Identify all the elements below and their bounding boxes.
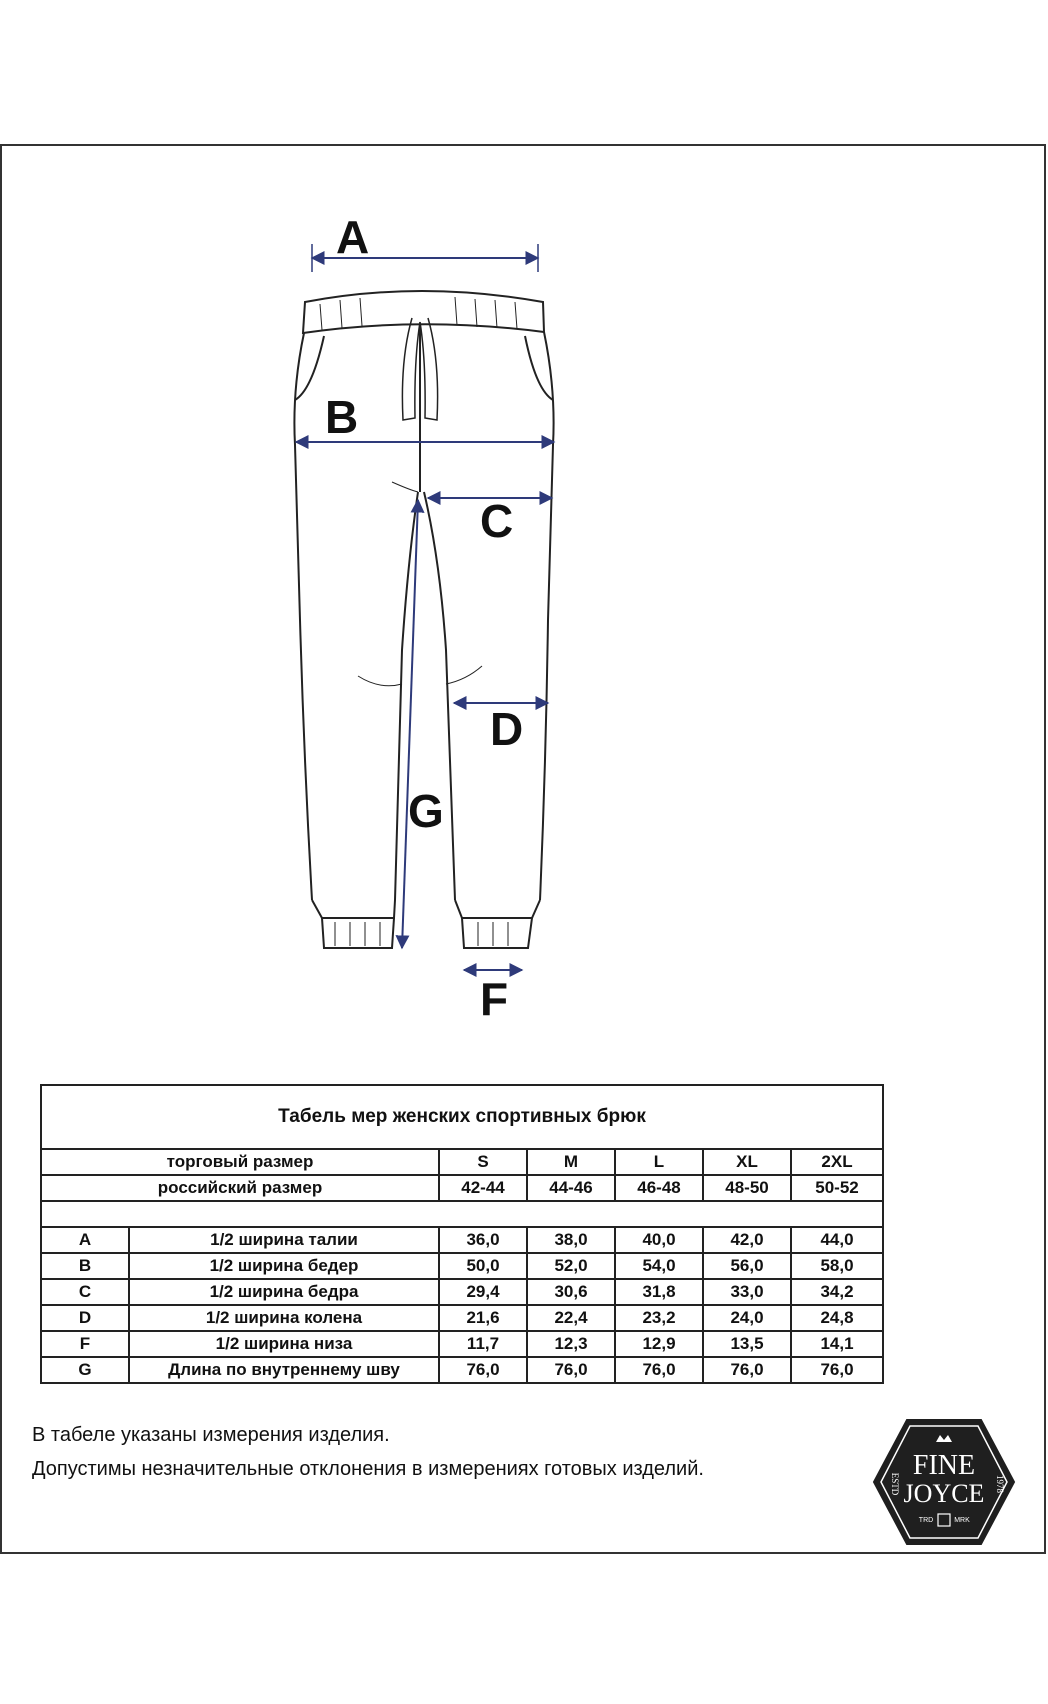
value-cell: 24,0 bbox=[703, 1305, 791, 1331]
value-cell: 11,7 bbox=[439, 1331, 527, 1357]
row-name: 1/2 ширина низа bbox=[129, 1331, 439, 1357]
pants-outline bbox=[294, 291, 553, 948]
row-code: C bbox=[41, 1279, 129, 1305]
size-cell: S bbox=[439, 1149, 527, 1175]
fine-joyce-logo bbox=[870, 1416, 1018, 1548]
size-cell: XL bbox=[703, 1149, 791, 1175]
label-b: B bbox=[325, 391, 359, 443]
table-row bbox=[41, 1227, 883, 1253]
dimension-lines bbox=[296, 244, 554, 970]
note-line-1: В табеле указаны измерения изделия. bbox=[32, 1424, 390, 1446]
russian-size-label: российский размер bbox=[41, 1175, 439, 1201]
table-row bbox=[41, 1253, 883, 1279]
dim-g-line bbox=[402, 500, 418, 948]
value-cell: 54,0 bbox=[615, 1253, 703, 1279]
logo-bottom-right: MRK bbox=[954, 1517, 970, 1524]
label-c: C bbox=[480, 495, 514, 547]
value-cell: 21,6 bbox=[439, 1305, 527, 1331]
table-row bbox=[41, 1305, 883, 1331]
table-row bbox=[41, 1279, 883, 1305]
value-cell: 76,0 bbox=[439, 1357, 527, 1383]
size-cell: L bbox=[615, 1149, 703, 1175]
row-name: 1/2 ширина бедер bbox=[129, 1253, 439, 1279]
label-g: G bbox=[408, 785, 444, 837]
value-cell: 58,0 bbox=[791, 1253, 883, 1279]
value-cell: 76,0 bbox=[703, 1357, 791, 1383]
value-cell: 33,0 bbox=[703, 1279, 791, 1305]
row-code: F bbox=[41, 1331, 129, 1357]
row-name: 1/2 ширина бедра bbox=[129, 1279, 439, 1305]
value-cell: 30,6 bbox=[527, 1279, 615, 1305]
logo-bottom-left: TRD bbox=[918, 1517, 934, 1524]
value-cell: 24,8 bbox=[791, 1305, 883, 1331]
size-cell: M bbox=[527, 1149, 615, 1175]
row-code: D bbox=[41, 1305, 129, 1331]
value-cell: 56,0 bbox=[703, 1253, 791, 1279]
value-cell: 12,3 bbox=[527, 1331, 615, 1357]
value-cell: 38,0 bbox=[527, 1227, 615, 1253]
spacer-row bbox=[41, 1201, 883, 1227]
value-cell: 76,0 bbox=[615, 1357, 703, 1383]
label-f: F bbox=[480, 973, 509, 1025]
value-cell: 29,4 bbox=[439, 1279, 527, 1305]
size-cell: 50-52 bbox=[791, 1175, 883, 1201]
size-cell: 46-48 bbox=[615, 1175, 703, 1201]
size-cell: 44-46 bbox=[527, 1175, 615, 1201]
label-a: A bbox=[336, 211, 370, 263]
value-cell: 13,5 bbox=[703, 1331, 791, 1357]
row-code: G bbox=[41, 1357, 129, 1383]
value-cell: 14,1 bbox=[791, 1331, 883, 1357]
trade-size-row bbox=[41, 1149, 883, 1175]
value-cell: 52,0 bbox=[527, 1253, 615, 1279]
value-cell: 40,0 bbox=[615, 1227, 703, 1253]
note-line-2: Допустимы незначительные отклонения в измерениях готовых изделий. bbox=[32, 1458, 704, 1480]
value-cell: 36,0 bbox=[439, 1227, 527, 1253]
value-cell: 44,0 bbox=[791, 1227, 883, 1253]
spacer-cell bbox=[41, 1201, 883, 1227]
table-row bbox=[41, 1357, 883, 1383]
row-code: A bbox=[41, 1227, 129, 1253]
trade-size-label: торговый размер bbox=[41, 1149, 439, 1175]
value-cell: 42,0 bbox=[703, 1227, 791, 1253]
size-cell: 48-50 bbox=[703, 1175, 791, 1201]
value-cell: 31,8 bbox=[615, 1279, 703, 1305]
value-cell: 76,0 bbox=[791, 1357, 883, 1383]
notes bbox=[32, 1418, 704, 1486]
size-cell: 42-44 bbox=[439, 1175, 527, 1201]
table-title-row bbox=[41, 1085, 883, 1149]
logo-line-1: FINE bbox=[912, 1450, 976, 1481]
size-table bbox=[40, 1084, 884, 1384]
value-cell: 34,2 bbox=[791, 1279, 883, 1305]
row-name: Длина по внутреннему шву bbox=[129, 1357, 439, 1383]
row-code: B bbox=[41, 1253, 129, 1279]
table-title: Табель мер женских спортивных брюк bbox=[41, 1085, 883, 1149]
row-name: 1/2 ширина колена bbox=[129, 1305, 439, 1331]
value-cell: 50,0 bbox=[439, 1253, 527, 1279]
logo-left: ESTD bbox=[890, 1472, 900, 1496]
logo-line-2: JOYCE bbox=[903, 1479, 985, 1508]
size-cell: 2XL bbox=[791, 1149, 883, 1175]
value-cell: 76,0 bbox=[527, 1357, 615, 1383]
value-cell: 23,2 bbox=[615, 1305, 703, 1331]
label-d: D bbox=[490, 703, 524, 755]
logo-right: 1978 bbox=[995, 1475, 1005, 1493]
table-row bbox=[41, 1331, 883, 1357]
value-cell: 22,4 bbox=[527, 1305, 615, 1331]
row-name: 1/2 ширина талии bbox=[129, 1227, 439, 1253]
value-cell: 12,9 bbox=[615, 1331, 703, 1357]
russian-size-row bbox=[41, 1175, 883, 1201]
